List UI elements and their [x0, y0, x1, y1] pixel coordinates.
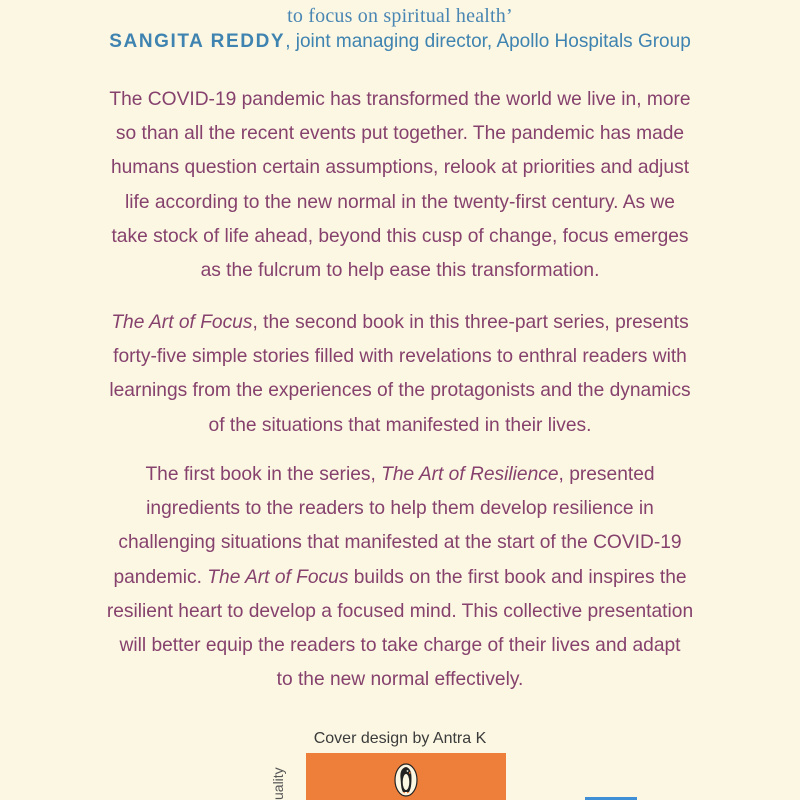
paragraph-line: humans question certain assumptions, relook at priorities and adjust — [110, 157, 690, 179]
paragraph-line: The COVID-19 pandemic has transformed the world we live in, more — [109, 89, 691, 110]
book-title: The Art of Resilience — [381, 464, 559, 485]
cover-design-credit: Cover design by Antra K — [313, 730, 487, 747]
book-title: The Art of Focus — [207, 566, 349, 588]
paragraph-line: challenging situations that manifested at the start of the COVID-19 — [118, 532, 682, 554]
paragraph-line: as the fulcrum to help ease this transformation. — [200, 260, 600, 282]
paragraph-line: of the situations that manifested in their lives. — [208, 414, 592, 436]
paragraph-line: take stock of life ahead, beyond this cusp of change, focus emerges — [111, 225, 689, 247]
quote-tail-line: to focus on spiritual health’ — [287, 5, 513, 27]
attribution-role: , joint managing director, Apollo Hospitals Group — [285, 31, 691, 52]
spine-text-fragment: uality — [270, 767, 286, 800]
paragraph-line: ingredients to the readers to help them develop resilience in — [146, 498, 654, 520]
quote-attribution — [0, 29, 800, 55]
paragraph-line: The first book in the series, The Art of Resilience, presented — [145, 464, 655, 485]
penguin-logo-icon — [394, 763, 418, 797]
publisher-logo-block — [306, 753, 506, 800]
paragraph-line: so than all the recent events put together. The pandemic has made — [115, 123, 685, 145]
paragraph-line: forty-five simple stories filled with revelations to enthral readers with — [113, 346, 687, 368]
paragraph-line: will better equip the readers to take charge of their lives and adapt — [119, 635, 681, 657]
paragraph-2 — [70, 306, 730, 443]
paragraph-line: The Art of Focus, the second book in this three-part series, presents — [111, 312, 689, 333]
paragraph-line: pandemic. The Art of Focus builds on the first book and inspires the — [113, 566, 687, 588]
paragraph-1 — [70, 83, 730, 288]
book-title: The Art of Focus — [111, 312, 253, 333]
attribution-name: SANGITA REDDY — [109, 31, 286, 52]
paragraph-line: life according to the new normal in the twenty-first century. As we — [125, 191, 675, 213]
paragraph-line: to the new normal effectively. — [276, 669, 524, 691]
paragraph-line: learnings from the experiences of the protagonists and the dynamics — [109, 380, 691, 402]
paragraph-3 — [70, 458, 730, 697]
paragraph-line: resilient heart to develop a focused mind. This collective presentation — [106, 600, 694, 622]
